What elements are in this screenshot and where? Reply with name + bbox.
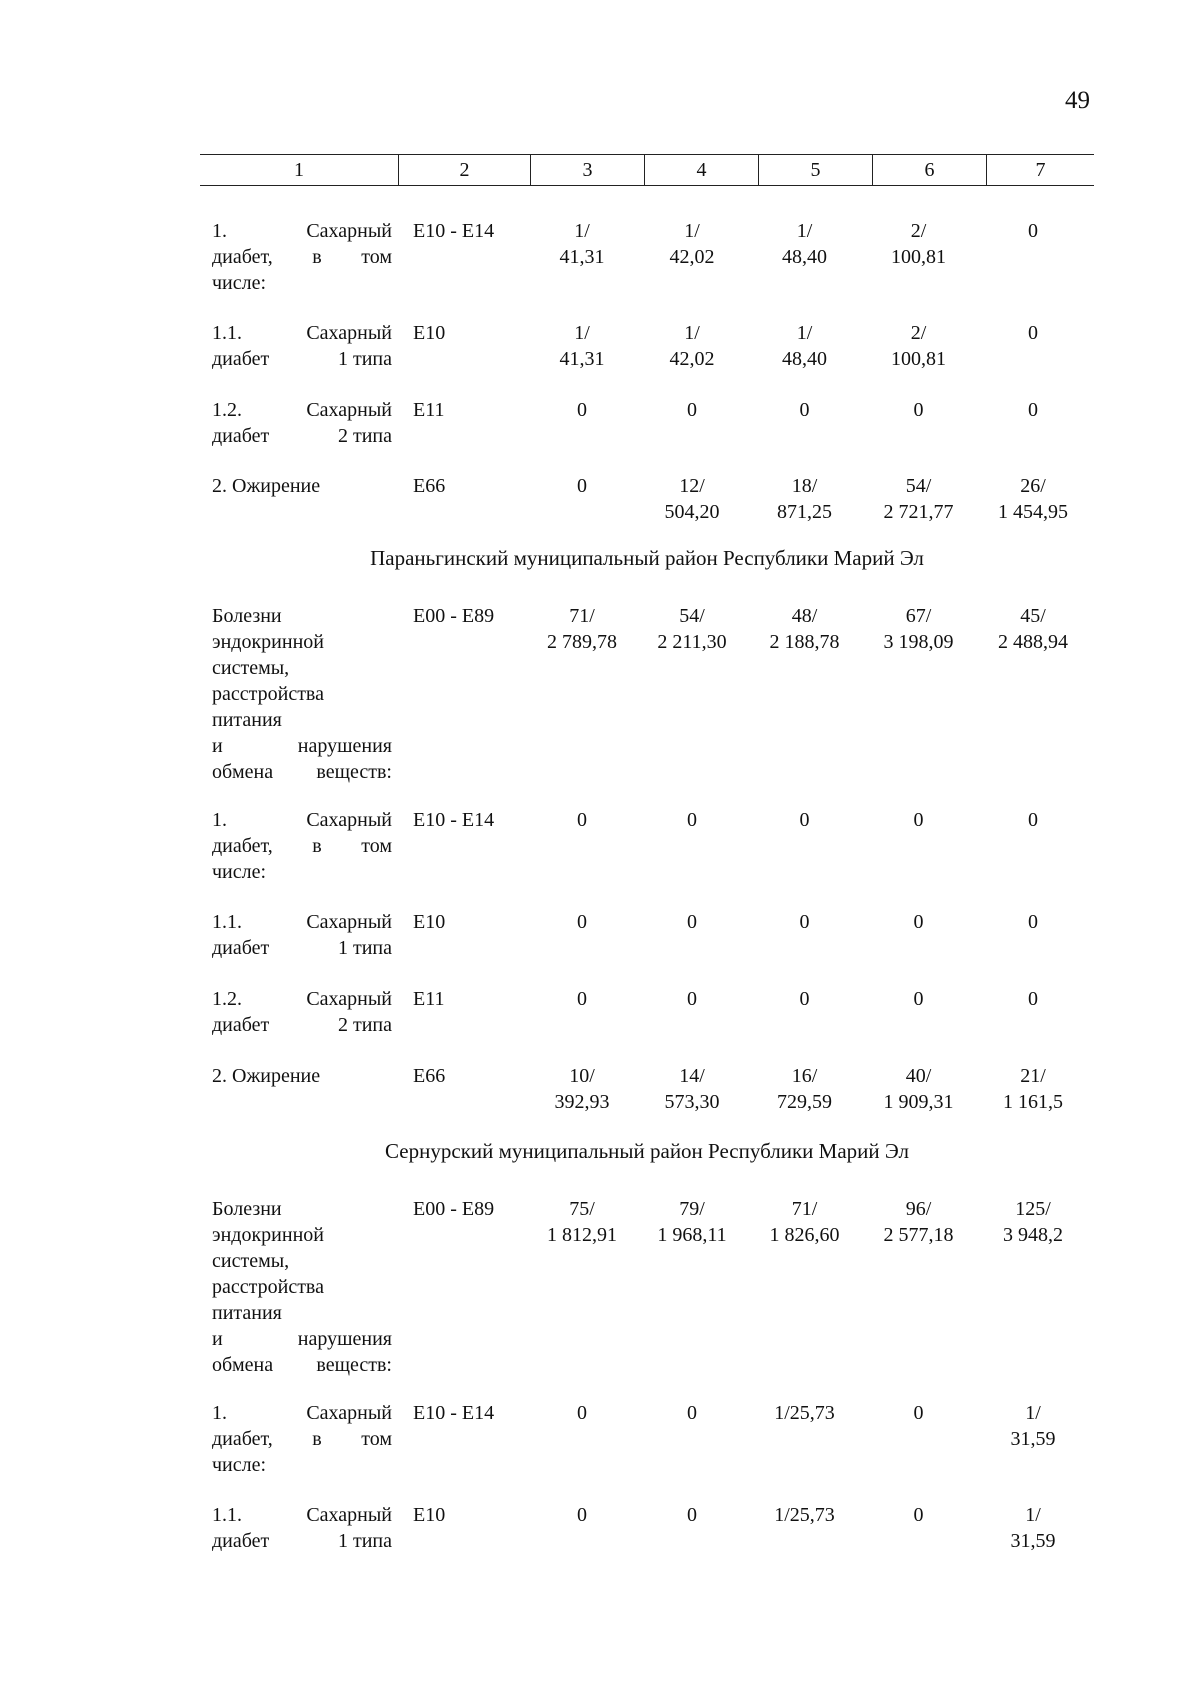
value-line: 0 — [913, 1504, 924, 1526]
row-name-word: Сахарный — [306, 911, 392, 933]
row-name-word: 1.1. — [212, 322, 242, 344]
value-line: 1/25,73 — [774, 1504, 835, 1526]
value-line: 0 — [1028, 911, 1038, 933]
value-line: 0 — [687, 809, 697, 831]
row-name-line — [212, 346, 392, 372]
row-name-line — [212, 655, 392, 681]
value-line: 48,40 — [782, 246, 827, 268]
value-cell-col6 — [862, 1502, 975, 1528]
value-line: 67/ — [905, 605, 932, 627]
row-name-cell — [212, 1196, 392, 1378]
icd-code-cell: E10 — [413, 1504, 446, 1526]
row-name-word: 1.2. — [212, 988, 242, 1010]
value-line: 0 — [577, 1402, 587, 1424]
row-name-line — [212, 909, 392, 935]
icd-code-cell: E66 — [413, 475, 446, 497]
row-name-line — [212, 1352, 392, 1378]
value-line: 1/ — [1025, 1504, 1041, 1526]
row-name-line — [212, 397, 392, 423]
value-cell-col7 — [976, 397, 1090, 423]
value-line: 392,93 — [554, 1091, 610, 1113]
value-line: 0 — [577, 1504, 587, 1526]
row-name-line — [212, 218, 392, 244]
value-cell-col5 — [748, 1502, 861, 1528]
row-name-word: диабет — [212, 425, 270, 447]
value-line: 0 — [577, 399, 587, 421]
row-name-line — [212, 629, 392, 655]
value-line: 2 789,78 — [547, 631, 617, 653]
value-cell-col6 — [862, 1196, 975, 1248]
row-name-line — [212, 1452, 392, 1478]
value-line: 1 909,31 — [883, 1091, 954, 1113]
header-cell: 5 — [758, 155, 872, 185]
row-name-line — [212, 1400, 392, 1426]
value-cell-col4 — [636, 218, 748, 270]
value-cell-col3 — [527, 807, 637, 833]
value-line: 1 161,5 — [1003, 1091, 1063, 1113]
value-cell-col3 — [527, 603, 637, 655]
row-name-line — [212, 1528, 392, 1554]
row-name-cell — [212, 218, 392, 296]
row-name-word: 1 типа — [337, 348, 392, 370]
value-line: 729,59 — [777, 1091, 832, 1113]
row-name-word: Сахарный — [306, 1402, 392, 1424]
value-cell-col7 — [976, 1400, 1090, 1452]
row-name-word: и — [212, 1328, 223, 1350]
value-cell-col3 — [527, 986, 637, 1012]
value-line: 100,81 — [891, 348, 946, 370]
value-line: 48,40 — [782, 348, 827, 370]
row-name-line — [212, 1300, 392, 1326]
row-name-line — [212, 833, 392, 859]
value-cell-col4 — [636, 473, 748, 525]
header-cell: 4 — [644, 155, 758, 185]
icd-code-cell: E10 - E14 — [413, 220, 495, 242]
row-name-word: эндокринной — [212, 1224, 324, 1246]
value-cell-col4 — [636, 986, 748, 1012]
value-cell-col5 — [748, 473, 861, 525]
row-name-word: системы, — [212, 657, 290, 679]
value-cell-col5 — [748, 986, 861, 1012]
row-name-line — [212, 1274, 392, 1300]
value-line: 0 — [913, 809, 924, 831]
value-line: 40/ — [905, 1065, 932, 1087]
value-line: 0 — [1028, 220, 1038, 242]
value-line: 41,31 — [559, 348, 605, 370]
row-name-word: 2. Ожирение — [212, 475, 321, 497]
value-cell-col3 — [527, 1502, 637, 1528]
value-cell-col7 — [976, 909, 1090, 935]
icd-code-cell: E66 — [413, 1065, 446, 1087]
value-line: 0 — [577, 988, 587, 1010]
header-cell: 3 — [530, 155, 644, 185]
value-cell-col5 — [748, 320, 861, 372]
row-name-word: Сахарный — [306, 322, 392, 344]
value-line: 3 948,2 — [1003, 1224, 1063, 1246]
value-line: 0 — [687, 399, 697, 421]
value-line: 54/ — [679, 605, 705, 627]
value-line: 0 — [577, 809, 587, 831]
row-name-cell — [212, 1502, 392, 1554]
value-line: 0 — [1028, 399, 1038, 421]
row-name-word: диабет — [212, 1014, 270, 1036]
value-line: 96/ — [905, 1198, 932, 1220]
value-cell-col6 — [862, 986, 975, 1012]
value-line: 0 — [1028, 322, 1038, 344]
value-cell-col4 — [636, 1502, 748, 1528]
value-line: 1 968,11 — [657, 1224, 727, 1246]
row-name-line — [212, 1326, 392, 1352]
row-name-word: 2 типа — [337, 1014, 392, 1036]
value-cell-col7 — [976, 603, 1090, 655]
value-line: 0 — [913, 988, 924, 1010]
value-line: 0 — [687, 1402, 697, 1424]
row-name-word: диабет — [212, 937, 270, 959]
row-name-word: в — [312, 246, 322, 268]
value-line: 2/ — [910, 220, 927, 242]
row-name-word: расстройства — [212, 683, 324, 705]
row-name-word: 2 типа — [337, 425, 392, 447]
icd-code-cell: E10 — [413, 322, 446, 344]
row-name-line — [212, 1063, 392, 1089]
value-cell-col4 — [636, 397, 748, 423]
icd-code-cell: E00 - E89 — [413, 605, 495, 627]
value-cell-col6 — [862, 909, 975, 935]
row-name-line — [212, 986, 392, 1012]
value-cell-col7 — [976, 807, 1090, 833]
value-line: 0 — [1028, 988, 1038, 1010]
value-cell-col4 — [636, 1063, 748, 1115]
value-cell-col7 — [976, 218, 1090, 244]
value-cell-col7 — [976, 1063, 1090, 1115]
value-line: 2 721,77 — [883, 501, 954, 523]
value-line: 0 — [913, 911, 924, 933]
value-cell-col5 — [748, 807, 861, 833]
value-line: 10/ — [569, 1065, 595, 1087]
row-name-line — [212, 1248, 392, 1274]
row-name-word: Болезни — [212, 605, 282, 627]
value-line: 21/ — [1020, 1065, 1046, 1087]
header-cell: 6 — [872, 155, 986, 185]
value-cell-col3 — [527, 1196, 637, 1248]
value-cell-col3 — [527, 1400, 637, 1426]
value-line: 48/ — [791, 605, 818, 627]
value-cell-col4 — [636, 1196, 748, 1248]
row-name-word: Сахарный — [306, 1504, 392, 1526]
value-line: 31,59 — [1010, 1530, 1056, 1552]
section-title: Сернурский муниципальный район Республики Марий Эл — [385, 1139, 909, 1163]
row-name-word: Сахарный — [306, 399, 392, 421]
row-name-line — [212, 1426, 392, 1452]
value-line: 1 454,95 — [998, 501, 1068, 523]
value-line: 0 — [799, 911, 810, 933]
value-line: 0 — [799, 988, 810, 1010]
value-line: 12/ — [679, 475, 705, 497]
row-name-cell — [212, 909, 392, 961]
row-name-word: диабет, — [212, 246, 273, 268]
value-line: 0 — [577, 475, 587, 497]
row-name-word: диабет, — [212, 835, 273, 857]
value-line: 0 — [799, 809, 810, 831]
section-title: Параньгинский муниципальный район Республики Марий Эл — [370, 546, 924, 570]
value-line: 41,31 — [559, 246, 605, 268]
value-line: 26/ — [1020, 475, 1046, 497]
value-cell-col6 — [862, 807, 975, 833]
value-line: 2/ — [910, 322, 927, 344]
icd-code-cell: E10 - E14 — [413, 809, 495, 831]
row-name-word: системы, — [212, 1250, 290, 1272]
row-name-cell — [212, 807, 392, 885]
header-cell: 1 — [294, 159, 304, 181]
value-line: 504,20 — [664, 501, 720, 523]
value-line: 1/ — [1025, 1402, 1041, 1424]
value-line: 1 812,91 — [547, 1224, 617, 1246]
value-line: 2 488,94 — [998, 631, 1068, 653]
icd-code-cell: E11 — [413, 988, 445, 1010]
value-line: 573,30 — [664, 1091, 720, 1113]
row-name-word: нарушения — [297, 1328, 392, 1350]
value-line: 1/ — [574, 322, 590, 344]
value-cell-col7 — [976, 1502, 1090, 1554]
row-name-line — [212, 807, 392, 833]
value-line: 2 188,78 — [769, 631, 840, 653]
row-name-word: том — [361, 835, 392, 857]
icd-code-cell: E00 - E89 — [413, 1198, 495, 1220]
value-line: 0 — [1028, 809, 1038, 831]
value-cell-col5 — [748, 909, 861, 935]
value-line: 1/ — [574, 220, 590, 242]
row-name-line — [212, 733, 392, 759]
value-cell-col6 — [862, 1400, 975, 1426]
header-cell: 7 — [986, 155, 1094, 185]
row-name-word: 1. — [212, 1402, 227, 1424]
row-name-word: числе: — [212, 861, 267, 883]
row-name-word: том — [361, 1428, 392, 1450]
value-line: 42,02 — [669, 348, 715, 370]
row-name-word: питания — [212, 709, 282, 731]
row-name-cell — [212, 320, 392, 372]
row-name-line — [212, 759, 392, 785]
value-line: 79/ — [679, 1198, 705, 1220]
row-name-line — [212, 244, 392, 270]
value-line: 54/ — [905, 475, 932, 497]
row-name-line — [212, 935, 392, 961]
row-name-word: обмена — [212, 761, 274, 783]
value-line: 125/ — [1015, 1198, 1051, 1220]
row-name-word: питания — [212, 1302, 282, 1324]
row-name-line — [212, 270, 392, 296]
row-name-cell — [212, 986, 392, 1038]
row-name-cell — [212, 603, 392, 785]
value-line: 16/ — [791, 1065, 818, 1087]
row-name-cell — [212, 473, 392, 499]
row-name-word: диабет, — [212, 1428, 273, 1450]
value-line: 1/ — [684, 220, 700, 242]
value-line: 71/ — [791, 1198, 818, 1220]
value-line: 0 — [913, 1402, 924, 1424]
row-name-word: 2. Ожирение — [212, 1065, 321, 1087]
row-name-word: нарушения — [297, 735, 392, 757]
value-cell-col7 — [976, 1196, 1090, 1248]
row-name-line — [212, 681, 392, 707]
row-name-word: в — [312, 1428, 322, 1450]
value-cell-col3 — [527, 1063, 637, 1115]
value-cell-col6 — [862, 473, 975, 525]
table-header — [200, 154, 1094, 186]
value-line: 871,25 — [777, 501, 832, 523]
value-cell-col3 — [527, 473, 637, 499]
value-line: 0 — [687, 988, 697, 1010]
row-name-line — [212, 320, 392, 346]
row-name-word: и — [212, 735, 223, 757]
row-name-word: в — [312, 835, 322, 857]
row-name-word: том — [361, 246, 392, 268]
value-cell-col3 — [527, 397, 637, 423]
value-cell-col4 — [636, 1400, 748, 1426]
value-cell-col3 — [527, 218, 637, 270]
value-line: 1/25,73 — [774, 1402, 835, 1424]
row-name-line — [212, 1502, 392, 1528]
row-name-line — [212, 1012, 392, 1038]
value-cell-col3 — [527, 320, 637, 372]
row-name-line — [212, 603, 392, 629]
value-line: 1/ — [796, 322, 813, 344]
row-name-word: 1 типа — [337, 1530, 392, 1552]
value-line: 45/ — [1020, 605, 1046, 627]
value-cell-col7 — [976, 320, 1090, 346]
row-name-word: Сахарный — [306, 988, 392, 1010]
row-name-word: расстройства — [212, 1276, 324, 1298]
value-cell-col5 — [748, 1400, 861, 1426]
row-name-word: Сахарный — [306, 809, 392, 831]
value-line: 18/ — [791, 475, 818, 497]
row-name-word: Болезни — [212, 1198, 282, 1220]
row-name-line — [212, 707, 392, 733]
value-line: 0 — [687, 1504, 697, 1526]
icd-code-cell: E10 - E14 — [413, 1402, 495, 1424]
row-name-word: 1. — [212, 220, 227, 242]
row-name-word: эндокринной — [212, 631, 324, 653]
page-number: 49 — [1065, 87, 1090, 114]
value-cell-col5 — [748, 1063, 861, 1115]
row-name-word: веществ: — [316, 1354, 392, 1376]
value-cell-col6 — [862, 1063, 975, 1115]
value-line: 1/ — [684, 322, 700, 344]
value-line: 1 826,60 — [769, 1224, 840, 1246]
header-cell: 2 — [398, 155, 530, 185]
value-cell-col5 — [748, 218, 861, 270]
value-cell-col5 — [748, 603, 861, 655]
value-line: 0 — [687, 911, 697, 933]
row-name-cell — [212, 397, 392, 449]
row-name-word: диабет — [212, 1530, 270, 1552]
row-name-word: 1 типа — [337, 937, 392, 959]
value-cell-col7 — [976, 986, 1090, 1012]
value-cell-col5 — [748, 1196, 861, 1248]
value-cell-col4 — [636, 320, 748, 372]
value-cell-col5 — [748, 397, 861, 423]
value-cell-col6 — [862, 397, 975, 423]
value-line: 31,59 — [1010, 1428, 1056, 1450]
row-name-word: Сахарный — [306, 220, 392, 242]
value-line: 3 198,09 — [883, 631, 954, 653]
value-cell-col6 — [862, 603, 975, 655]
value-line: 71/ — [569, 605, 595, 627]
row-name-line — [212, 1196, 392, 1222]
value-cell-col6 — [862, 320, 975, 372]
value-line: 1/ — [796, 220, 813, 242]
value-cell-col4 — [636, 807, 748, 833]
value-line: 75/ — [569, 1198, 595, 1220]
value-line: 0 — [799, 399, 810, 421]
row-name-word: 1.2. — [212, 399, 242, 421]
value-line: 100,81 — [891, 246, 946, 268]
row-name-word: 1.1. — [212, 911, 242, 933]
value-cell-col7 — [976, 473, 1090, 525]
value-cell-col4 — [636, 603, 748, 655]
value-line: 2 211,30 — [657, 631, 727, 653]
row-name-line — [212, 423, 392, 449]
row-name-word: 1. — [212, 809, 227, 831]
value-line: 0 — [577, 911, 587, 933]
row-name-line — [212, 473, 392, 499]
row-name-word: диабет — [212, 348, 270, 370]
icd-code-cell: E10 — [413, 911, 446, 933]
row-name-line — [212, 859, 392, 885]
row-name-word: 1.1. — [212, 1504, 242, 1526]
row-name-word: веществ: — [316, 761, 392, 783]
value-line: 42,02 — [669, 246, 715, 268]
row-name-cell — [212, 1063, 392, 1089]
icd-code-cell: E11 — [413, 399, 445, 421]
value-cell-col6 — [862, 218, 975, 270]
row-name-word: числе: — [212, 272, 267, 294]
row-name-word: числе: — [212, 1454, 267, 1476]
value-line: 0 — [913, 399, 924, 421]
row-name-line — [212, 1222, 392, 1248]
value-cell-col4 — [636, 909, 748, 935]
value-line: 14/ — [679, 1065, 705, 1087]
value-cell-col3 — [527, 909, 637, 935]
row-name-word: обмена — [212, 1354, 274, 1376]
value-line: 2 577,18 — [883, 1224, 954, 1246]
row-name-cell — [212, 1400, 392, 1478]
